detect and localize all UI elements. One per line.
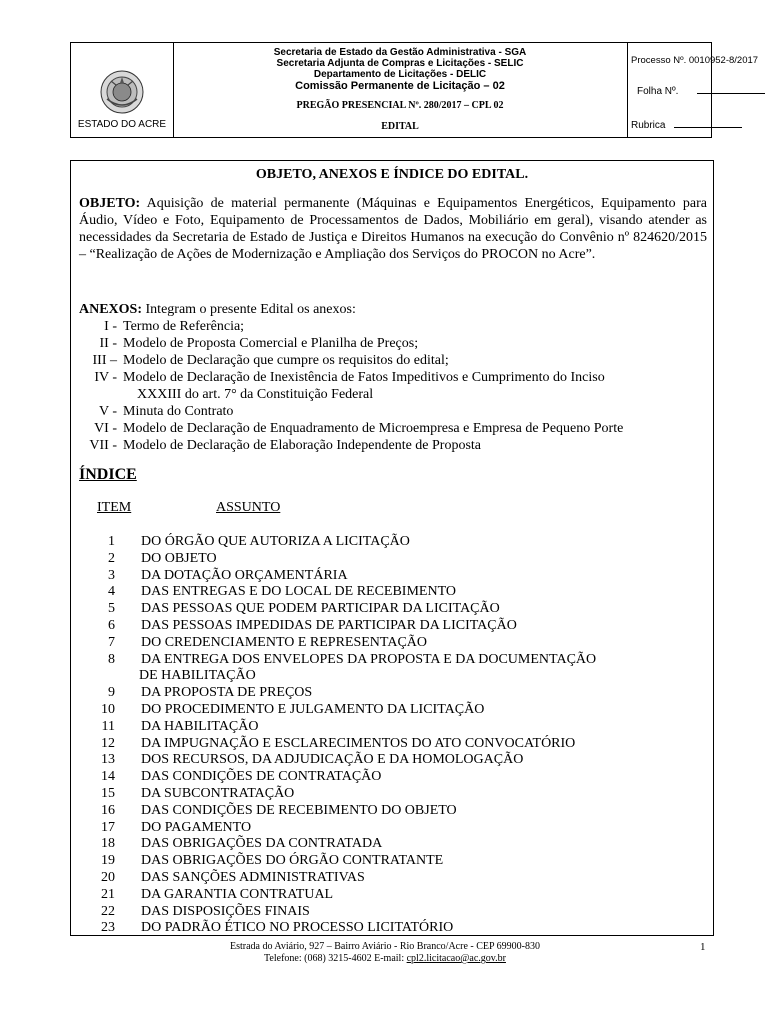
indice-item-number: 11 (101, 719, 115, 734)
anexo-text: Modelo de Proposta Comercial e Planilha de Preços; (123, 336, 419, 351)
indice-item-number: 17 (101, 820, 115, 835)
footer-email-link[interactable]: cpl2.licitacao@ac.gov.br (406, 953, 506, 964)
indice-item-number: 23 (101, 920, 115, 935)
edital-content-box (70, 160, 714, 936)
anexo-item (79, 369, 605, 386)
header-pregao: PREGÃO PRESENCIAL Nº. 280/2017 – CPL 02 (296, 100, 504, 111)
anexo-item (79, 437, 481, 454)
anexo-text: Modelo de Declaração que cumpre os requisitos do edital; (123, 353, 449, 368)
anexo-roman: III – (92, 353, 117, 368)
indice-title: ÍNDICE (79, 466, 137, 483)
section-title: OBJETO, ANEXOS E ÍNDICE DO EDITAL. (255, 167, 529, 182)
indice-item-subject: DAS OBRIGAÇÕES DA CONTRATADA (141, 836, 383, 851)
rubrica-blank (674, 119, 742, 128)
indice-item-number: 13 (101, 752, 115, 767)
indice-item-subject: DA GARANTIA CONTRATUAL (141, 887, 334, 902)
rubrica-field (631, 119, 742, 131)
objeto-label: OBJETO: (79, 196, 141, 211)
footer-address: Estrada do Aviário, 927 – Bairro Aviário - Rio Branco/Acre - CEP 69900-830 (229, 941, 541, 952)
document-header (70, 42, 759, 138)
indice-item-number: 4 (108, 584, 115, 599)
header-secretaria-adjunta: Secretaria Adjunta de Compras e Licitações - SELIC (276, 58, 524, 69)
indice-item-number: 5 (108, 601, 115, 616)
folha-field (637, 85, 765, 97)
indice-item-number: 22 (101, 904, 115, 919)
anexo-item (79, 335, 418, 352)
anexo-item (79, 386, 373, 403)
indice-item-subject: DAS ENTREGAS E DO LOCAL DE RECEBIMENTO (141, 584, 456, 599)
header-secretaria: Secretaria de Estado da Gestão Administrativa - SGA (273, 47, 527, 58)
indice-item-number: 10 (101, 702, 115, 717)
indice-item-number: 6 (108, 618, 115, 633)
anexo-roman: VII - (89, 438, 117, 453)
indice-item-number: 21 (101, 887, 115, 902)
indice-item-subject: DAS CONDIÇÕES DE CONTRATAÇÃO (141, 769, 382, 784)
indice-item-subject: DAS PESSOAS QUE PODEM PARTICIPAR DA LICITAÇÃO (141, 601, 500, 616)
indice-item-subject: DO CREDENCIAMENTO E REPRESENTAÇÃO (141, 635, 428, 650)
anexo-item (79, 403, 233, 420)
indice-item-subject: DOS RECURSOS, DA ADJUDICAÇÃO E DA HOMOLOGAÇÃO (141, 752, 524, 767)
anexos-heading (79, 301, 356, 318)
indice-item-subject: DA PROPOSTA DE PREÇOS (141, 685, 313, 700)
indice-item-number: 12 (101, 736, 115, 751)
anexo-item (79, 420, 623, 437)
footer-phone: Telefone: (068) 3215-4602 E-mail: (264, 953, 405, 964)
indice-item-subject: DAS DISPOSIÇÕES FINAIS (141, 904, 310, 919)
indice-item-number: 9 (108, 685, 115, 700)
anexo-text: Termo de Referência; (123, 319, 245, 334)
column-header-assunto: ASSUNTO (216, 500, 281, 515)
header-edital: EDITAL (381, 121, 419, 132)
indice-item-subject: DA DOTAÇÃO ORÇAMENTÁRIA (141, 568, 348, 583)
anexo-text: XXXIII do art. 7° da Constituição Federal (137, 387, 374, 402)
indice-item-number: 19 (101, 853, 115, 868)
anexo-text: Modelo de Declaração de Enquadramento de Microempresa e Empresa de Pequeno Porte (123, 421, 624, 436)
indice-item-number: 18 (101, 836, 115, 851)
indice-item-subject: DAS CONDIÇÕES DE RECEBIMENTO DO OBJETO (141, 803, 457, 818)
indice-item-subject: DA IMPUGNAÇÃO E ESCLARECIMENTOS DO ATO CONVOCATÓRIO (141, 736, 576, 751)
anexo-text: Modelo de Declaração de Elaboração Independente de Proposta (123, 438, 482, 453)
header-right-cell (627, 43, 759, 137)
anexos-intro: Integram o presente Edital os anexos: (145, 302, 356, 317)
indice-item-number: 16 (101, 803, 115, 818)
anexo-item (79, 352, 449, 369)
header-logo-cell (71, 43, 174, 137)
anexo-roman: IV - (94, 370, 117, 385)
header-center-cell (173, 43, 628, 137)
indice-item-subject: DAS PESSOAS IMPEDIDAS DE PARTICIPAR DA LICITAÇÃO (141, 618, 517, 633)
indice-item-number: 20 (101, 870, 115, 885)
processo-number: Processo Nº. 0010952-8/2017 (631, 55, 759, 66)
indice-item-subject: DO OBJETO (141, 551, 217, 566)
state-label: ESTADO DO ACRE (77, 119, 167, 130)
objeto-text: Aquisição de material permanente (Máquinas e Equipamentos Energéticos, Equipamento para Áudio, Vídeo e Foto, Equipamento de Processamentos de Dados, Mobiliário em geral), visando atender as necessidades da Secretaria de Estado de Justiça e Direitos Humanos na execução do Convênio nº 824620/2015 – “Realização de Ações de Modernização e Ampliação dos Serviços do PROCON no Acre”. (79, 196, 707, 262)
indice-item-number: 15 (101, 786, 115, 801)
indice-item-number: 14 (101, 769, 115, 784)
header-departamento: Departamento de Licitações - DELIC (313, 69, 487, 80)
indice-item-subject: DA SUBCONTRATAÇÃO (141, 786, 295, 801)
indice-item-subject: DA HABILITAÇÃO (141, 719, 259, 734)
indice-item-subject: DO PAGAMENTO (141, 820, 252, 835)
page-number: 1 (700, 941, 706, 953)
indice-item-number: 3 (108, 568, 115, 583)
anexo-text: Minuta do Contrato (123, 404, 234, 419)
indice-item-subject: DO ÓRGÃO QUE AUTORIZA A LICITAÇÃO (141, 534, 410, 549)
indice-item-number: 2 (108, 551, 115, 566)
indice-item-number: 7 (108, 635, 115, 650)
indice-item-subject: DO PADRÃO ÉTICO NO PROCESSO LICITATÓRIO (141, 920, 454, 935)
indice-item-subject: DAS SANÇÕES ADMINISTRATIVAS (141, 870, 365, 885)
indice-item-subject: DO PROCEDIMENTO E JULGAMENTO DA LICITAÇÃO (141, 702, 485, 717)
objeto-paragraph (79, 195, 707, 263)
folha-label: Folha Nº. (637, 86, 679, 97)
rubrica-label: Rubrica (631, 120, 666, 131)
indice-item-subject: DA ENTREGA DOS ENVELOPES DA PROPOSTA E DA DOCUMENTAÇÃO (141, 652, 597, 667)
indice-item-subject: DE HABILITAÇÃO (139, 668, 256, 683)
anexo-roman: V - (98, 404, 117, 419)
indice-item-number: 1 (108, 534, 115, 549)
indice-item-subject: DAS OBRIGAÇÕES DO ÓRGÃO CONTRATANTE (141, 853, 444, 868)
anexo-roman: II - (99, 336, 117, 351)
anexo-item (79, 318, 244, 335)
folha-blank (697, 85, 765, 94)
anexo-roman: VI - (94, 421, 117, 436)
anexo-text: Modelo de Declaração de Inexistência de Fatos Impeditivos e Cumprimento do Inciso (123, 370, 605, 385)
indice-item-number: 8 (108, 652, 115, 667)
column-header-item: ITEM (97, 500, 132, 515)
header-comissao: Comissão Permanente de Licitação – 02 (295, 80, 505, 92)
anexo-roman: I - (104, 319, 117, 334)
footer-contact (0, 953, 770, 965)
anexos-label: ANEXOS: (79, 302, 143, 317)
state-seal-icon (99, 69, 145, 115)
